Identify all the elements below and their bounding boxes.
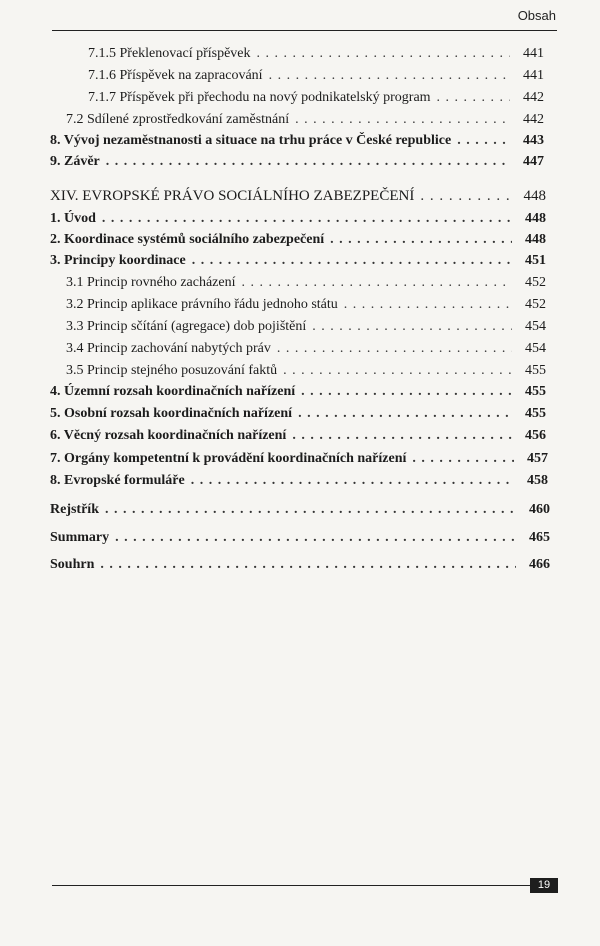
dot-leader — [192, 253, 512, 269]
toc-entry-3 — [50, 253, 546, 275]
toc-entry-3-5 — [66, 363, 546, 385]
toc-entry-page: 448 — [525, 211, 546, 226]
toc-entry-label: 5. Osobní rozsah koordinačních nařízení — [50, 406, 293, 421]
toc-entry-3-1 — [66, 275, 546, 297]
toc-entry-7-1-7 — [88, 90, 544, 112]
toc-entry-page: 457 — [527, 451, 548, 466]
dot-leader — [105, 502, 516, 518]
toc-entry-label: 7.1.7 Příspěvek při přechodu na nový podnikatelský program — [88, 90, 431, 105]
toc-entry-label: 3.5 Princip stejného posuzování faktů — [66, 363, 278, 378]
toc-entry-label: 1. Úvod — [50, 211, 96, 226]
toc-entry-page: 441 — [523, 46, 544, 61]
toc-entry-label: Summary — [50, 530, 110, 545]
dot-leader — [420, 188, 512, 205]
dot-leader — [298, 406, 512, 422]
toc-entry-label: 3.1 Princip rovného zacházení — [66, 275, 236, 290]
toc-chapter-xiv — [50, 188, 546, 210]
toc-entry-label: 7.1.5 Překlenovací příspěvek — [88, 46, 251, 61]
toc-entry-5 — [50, 406, 546, 428]
toc-entry-3-4 — [66, 341, 546, 363]
dot-leader — [100, 557, 516, 573]
dot-leader — [115, 530, 516, 546]
toc-entry-7-1-6 — [88, 68, 544, 90]
dot-leader — [277, 341, 512, 357]
toc-entry-page: 443 — [523, 133, 544, 148]
toc-entry-9 — [50, 154, 544, 176]
toc-entry-label: Rejstřík — [50, 502, 99, 517]
dot-leader — [106, 154, 510, 170]
toc-entry-page: 452 — [525, 297, 546, 312]
dot-leader — [269, 68, 510, 84]
toc-entry-label: 7.2 Sdílené zprostředkování zaměstnání — [66, 112, 290, 127]
toc-entry-label: 7. Orgány kompetentní k provádění koordinačních nařízení — [50, 451, 407, 466]
toc-entry-label: 9. Závěr — [50, 154, 100, 169]
toc-entry-page: 452 — [525, 275, 546, 290]
dot-leader — [301, 384, 512, 400]
toc-entry-label: 3. Principy koordinace — [50, 253, 186, 268]
toc-entry-page: 455 — [525, 363, 546, 378]
toc-entry-page: 441 — [523, 68, 544, 83]
toc-entry-label: 3.3 Princip sčítání (agregace) dob pojištění — [66, 319, 307, 334]
toc-entry-page: 454 — [525, 341, 546, 356]
dot-leader — [102, 211, 512, 227]
dot-leader — [191, 473, 514, 489]
toc-entry-page: 455 — [525, 406, 546, 421]
dot-leader — [457, 133, 510, 149]
dot-leader — [330, 232, 512, 248]
toc-entry-6 — [50, 428, 546, 450]
dot-leader — [283, 363, 512, 379]
toc-entry-summary — [50, 530, 550, 552]
dot-leader — [295, 112, 510, 128]
toc-entry-page: 448 — [525, 232, 546, 247]
toc-entry-label: Souhrn — [50, 557, 95, 572]
toc-entry-7 — [50, 451, 548, 473]
dot-leader — [344, 297, 512, 313]
toc-entry-label: 2. Koordinace systémů sociálního zabezpečení — [50, 232, 325, 247]
toc-entry-souhrn — [50, 557, 550, 579]
toc-entry-3-2 — [66, 297, 546, 319]
footer-rule — [52, 885, 530, 886]
toc-entry-2 — [50, 232, 546, 254]
toc-entry-7-2 — [66, 112, 544, 134]
toc-entry-8 — [50, 133, 544, 155]
toc-entry-page: 458 — [527, 473, 548, 488]
toc-entry-8-forms — [50, 473, 548, 495]
toc-entry-4 — [50, 384, 546, 406]
toc-entry-label: 3.2 Princip aplikace právního řádu jednoho státu — [66, 297, 338, 312]
toc-entry-page: 465 — [529, 530, 550, 545]
toc-entry-page: 442 — [523, 112, 544, 127]
toc-entry-page: 448 — [523, 188, 546, 204]
dot-leader — [292, 428, 512, 444]
toc-entry-label: 8. Vývoj nezaměstnanosti a situace na trhu práce v České republice — [50, 133, 452, 148]
dot-leader — [312, 319, 512, 335]
dot-leader — [412, 451, 514, 467]
toc-entry-label: 6. Věcný rozsah koordinačních nařízení — [50, 428, 287, 443]
toc-entry-label: 8. Evropské formuláře — [50, 473, 185, 488]
running-header-title: Obsah — [517, 8, 556, 23]
toc-entry-label: XIV. EVROPSKÉ PRÁVO SOCIÁLNÍHO ZABEZPEČENÍ — [50, 188, 415, 204]
toc-entry-page: 451 — [525, 253, 546, 268]
toc-entry-page: 454 — [525, 319, 546, 334]
toc-entry-page: 442 — [523, 90, 544, 105]
toc-entry-page: 447 — [523, 154, 544, 169]
dot-leader — [437, 90, 510, 106]
toc-entry-rejstrik — [50, 502, 550, 524]
toc-entry-page: 460 — [529, 502, 550, 517]
page-number-badge: 19 — [530, 878, 558, 893]
toc-entry-page: 455 — [525, 384, 546, 399]
toc-entry-7-1-5 — [88, 46, 544, 68]
dot-leader — [242, 275, 513, 291]
toc-entry-label: 3.4 Princip zachování nabytých práv — [66, 341, 271, 356]
toc-entry-page: 456 — [525, 428, 546, 443]
toc-entry-page: 466 — [529, 557, 550, 572]
dot-leader — [257, 46, 510, 62]
toc-entry-3-3 — [66, 319, 546, 341]
toc-entry-1 — [50, 211, 546, 233]
toc-entry-label: 4. Územní rozsah koordinačních nařízení — [50, 384, 296, 399]
toc-entry-label: 7.1.6 Příspěvek na zapracování — [88, 68, 263, 83]
